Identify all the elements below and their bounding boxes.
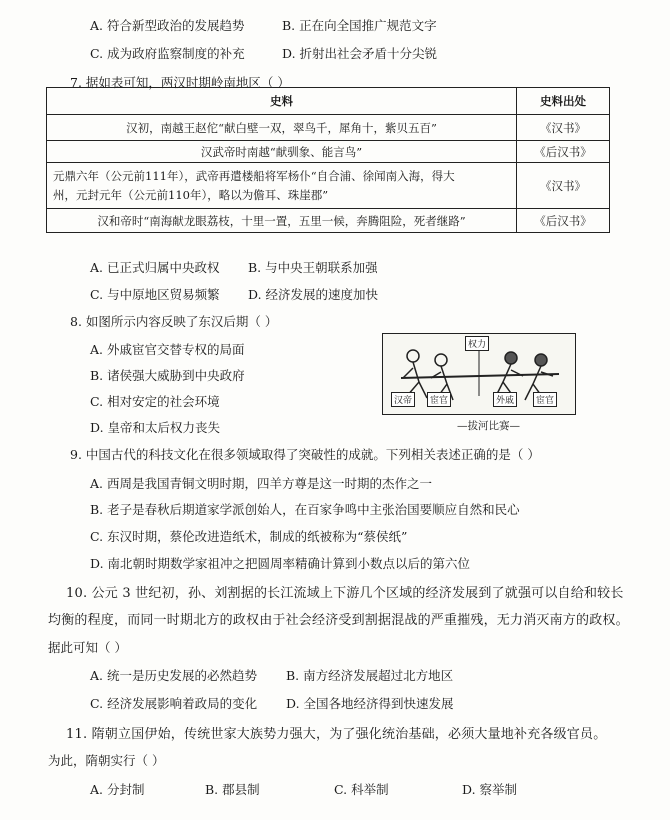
figure-tag-3: 外戚 bbox=[493, 392, 517, 407]
q7-option-d: D. 经济发展的速度加快 bbox=[248, 287, 379, 302]
figure-tag-1: 汉帝 bbox=[391, 392, 415, 407]
table-header-source: 史料出处 bbox=[517, 88, 610, 115]
q10-option-b: B. 南方经济发展超过北方地区 bbox=[286, 668, 454, 683]
table-row bbox=[47, 115, 610, 141]
q7-option-b: B. 与中央王朝联系加强 bbox=[248, 260, 378, 275]
table-cell-line: 州，元封元年（公元前110年），略以为儋耳、珠崖郡” bbox=[53, 187, 329, 202]
q8-option-a: A. 外戚宦官交替专权的局面 bbox=[90, 342, 245, 357]
figure-tag-4: 宦官 bbox=[533, 392, 557, 407]
q11-stem-line1: 11. 隋朝立国伊始，传统世家大族势力强大，为了强化统治基础，必须大量地补充各级官员。 bbox=[66, 727, 607, 742]
table-row bbox=[47, 209, 610, 233]
q9-option-b: B. 老子是春秋后期道家学派创始人，在百家争鸣中主张治国要顺应自然和民心 bbox=[90, 502, 520, 517]
table-cell-source: 《后汉书》 bbox=[517, 141, 610, 163]
figure-tag-2: 宦官 bbox=[427, 392, 451, 407]
q11-option-c: C. 科举制 bbox=[334, 782, 389, 797]
table-row bbox=[47, 141, 610, 163]
q8-option-d: D. 皇帝和太后权力丧失 bbox=[90, 420, 221, 435]
table-cell-source: 《汉书》 bbox=[517, 115, 610, 141]
q9-option-a: A. 西周是我国青铜文明时期，四羊方尊是这一时期的杰作之一 bbox=[90, 476, 432, 491]
q11-stem-line2: 为此，隋朝实行（ ） bbox=[48, 753, 165, 768]
q6-option-b: B. 正在向全国推广规范文字 bbox=[282, 18, 437, 33]
q10-stem-line1: 10. 公元 3 世纪初，孙、刘割据的长江流域上下游几个区域的经济发展到了就强可以自给和较长 bbox=[66, 586, 624, 601]
q6-option-a: A. 符合新型政治的发展趋势 bbox=[90, 18, 245, 33]
q11-option-b: B. 郡县制 bbox=[205, 782, 260, 797]
q8-option-b: B. 诸侯强大威胁到中央政府 bbox=[90, 368, 245, 383]
q6-option-c: C. 成为政府监察制度的补充 bbox=[90, 46, 245, 61]
table-cell-source: 《后汉书》 bbox=[517, 209, 610, 233]
table-cell-line: 元鼎六年（公元前111年），武帝再遣楼船将军杨仆“自合浦、徐闻南入海，得大 bbox=[53, 168, 455, 183]
q9-stem: 9. 中国古代的科技文化在很多领域取得了突破性的成就。下列相关表述正确的是（ ） bbox=[70, 447, 540, 462]
q8-option-c: C. 相对安定的社会环境 bbox=[90, 394, 220, 409]
q11-option-a: A. 分封制 bbox=[90, 782, 145, 797]
figure-caption: —拔河比赛— bbox=[457, 420, 520, 432]
table-header-content: 史料 bbox=[47, 88, 517, 115]
table-cell-content bbox=[47, 163, 517, 209]
q7-option-c: C. 与中原地区贸易频繁 bbox=[90, 287, 220, 302]
q10-option-d: D. 全国各地经济得到快速发展 bbox=[286, 696, 454, 711]
q10-option-a: A. 统一是历史发展的必然趋势 bbox=[90, 668, 257, 683]
table-row bbox=[47, 163, 610, 209]
q6-option-d: D. 折射出社会矛盾十分尖锐 bbox=[282, 46, 438, 61]
table-cell-content: 汉和帝时“南海献龙眼荔枝，十里一置，五里一候，奔腾阻险，死者继路” bbox=[47, 209, 517, 233]
q10-stem-line2: 均衡的程度，而同一时期北方的政权由于社会经济受到割据混战的严重摧残，无力消灭南方的政权。 bbox=[48, 613, 629, 628]
q8-stem: 8. 如图所示内容反映了东汉后期（ ） bbox=[70, 314, 278, 329]
q10-option-c: C. 经济发展影响着政局的变化 bbox=[90, 696, 258, 711]
q7-option-a: A. 已正式归属中央政权 bbox=[90, 260, 220, 275]
table-cell-content: 汉武帝时南越“献驯象、能言鸟” bbox=[47, 141, 517, 163]
q10-stem-line3: 据此可知（ ） bbox=[48, 640, 127, 655]
q7-stem: 7. 据如表可知，两汉时期岭南地区（ ） bbox=[70, 75, 290, 90]
figure-tag-power: 权力 bbox=[465, 336, 489, 351]
q11-option-d: D. 察举制 bbox=[462, 782, 518, 797]
table-cell-source: 《汉书》 bbox=[517, 163, 610, 209]
tug-of-war-cartoon bbox=[382, 333, 576, 415]
q9-option-d: D. 南北朝时期数学家祖冲之把圆周率精确计算到小数点以后的第六位 bbox=[90, 556, 471, 571]
q9-option-c: C. 东汉时期，蔡伦改进造纸术，制成的纸被称为“蔡侯纸” bbox=[90, 529, 408, 544]
table-cell-content: 汉初，南越王赵佗“献白壁一双，翠鸟千，犀角十，紫贝五百” bbox=[47, 115, 517, 141]
table-header-row bbox=[47, 88, 610, 115]
q7-table bbox=[46, 87, 610, 233]
